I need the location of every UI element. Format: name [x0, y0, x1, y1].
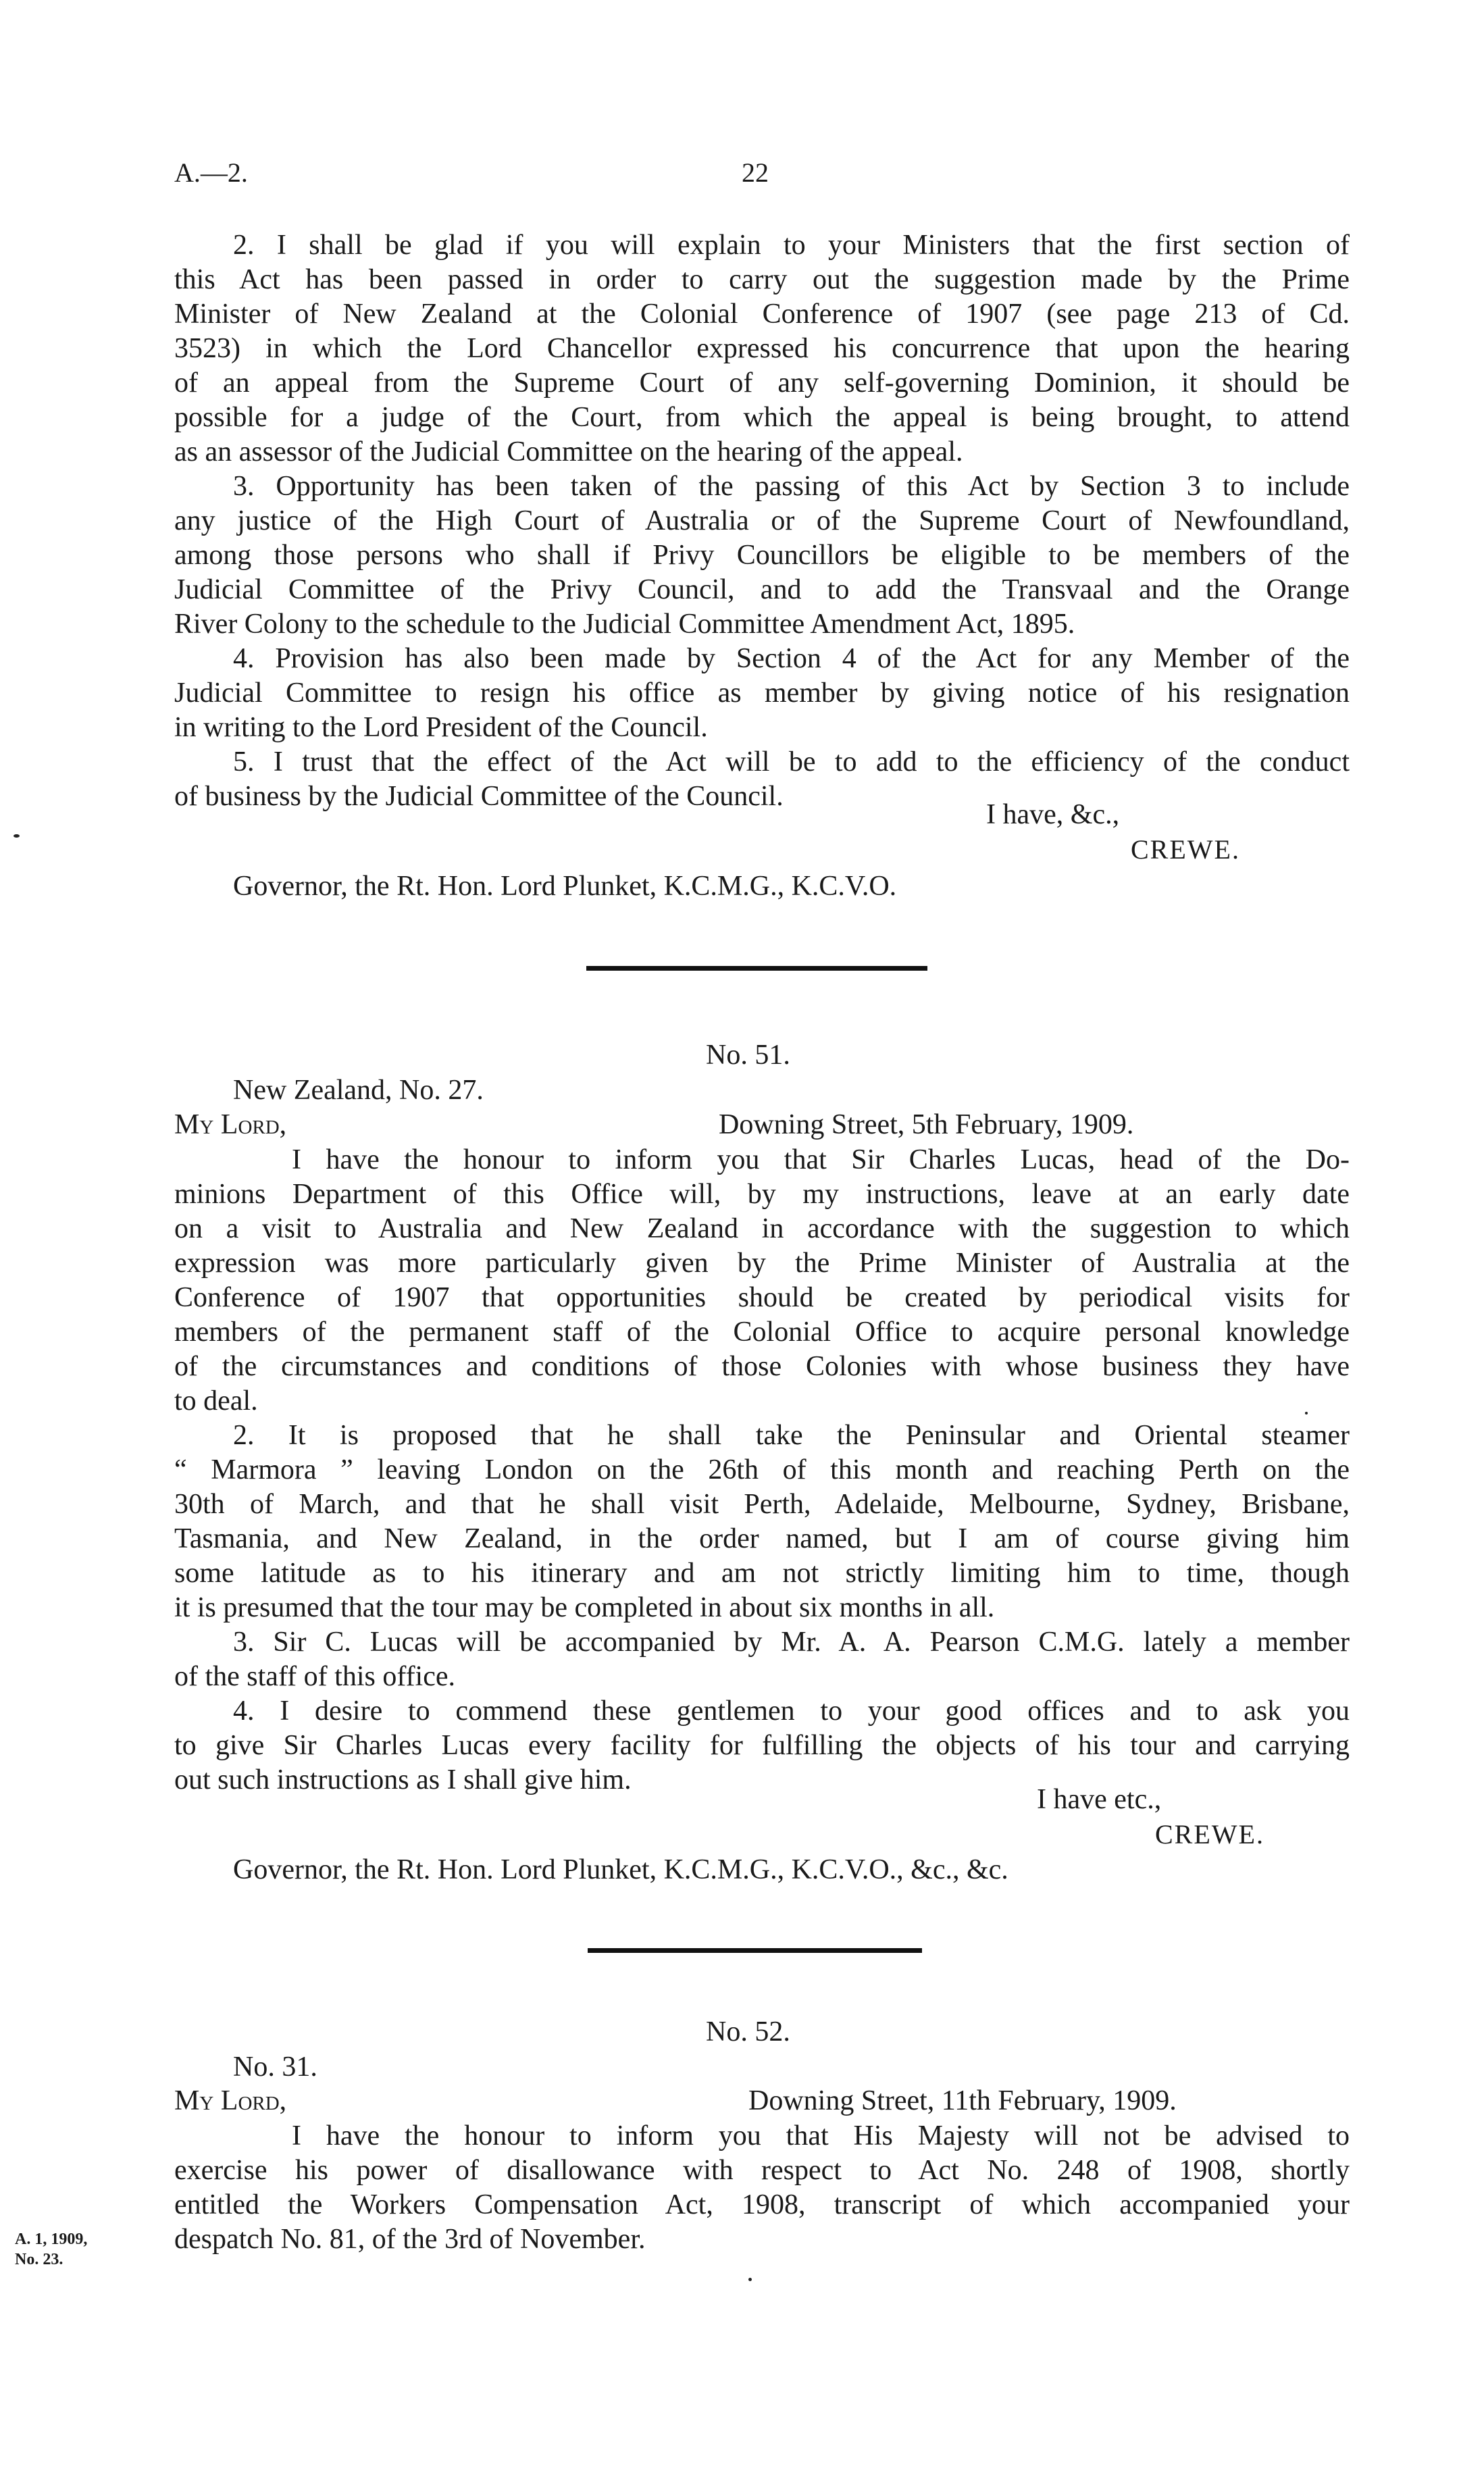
- paragraph-line: of an appeal from the Supreme Court of any self-governing Dominion, it should be: [174, 367, 1350, 399]
- scan-speck: [1305, 1412, 1308, 1414]
- paragraph-line: some latitude as to his itinerary and am not strictly limiting him to time, though: [174, 1558, 1350, 1589]
- paragraph-line: 4. I desire to commend these gentlemen to your good offices and to ask you: [233, 1696, 1350, 1727]
- paragraph-line: possible for a judge of the Court, from which the appeal is being brought, to attend: [174, 402, 1350, 433]
- place-date: Downing Street, 11th February, 1909.: [748, 2085, 1177, 2116]
- paragraph-line: to deal.: [174, 1385, 258, 1417]
- paragraph-line: Judicial Committee to resign his office as member by giving notice of his resignation: [174, 678, 1350, 709]
- margin-note-line: No. 23.: [15, 2251, 63, 2268]
- paragraph-line: 3. Sir C. Lucas will be accompanied by Mr. A. A. Pearson C.M.G. lately a member: [233, 1627, 1350, 1658]
- letter-number: No. 52.: [706, 2016, 790, 2047]
- paragraph-line: 3. Opportunity has been taken of the passing of this Act by Section 3 to include: [233, 471, 1350, 502]
- paragraph-line: Conference of 1907 that opportunities should be created by periodical visits for: [174, 1282, 1350, 1313]
- letter-number: No. 51.: [706, 1040, 790, 1071]
- paragraph-line: 2. It is proposed that he shall take the Peninsular and Oriental steamer: [233, 1420, 1350, 1451]
- paragraph-line: as an assessor of the Judicial Committee on the hearing of the appeal.: [174, 436, 963, 467]
- closing: I have, &c.,: [986, 799, 1120, 830]
- margin-note-line: A. 1, 1909,: [15, 2230, 88, 2248]
- salutation: My Lord,: [174, 1109, 287, 1140]
- paragraph-line: of the staff of this office.: [174, 1661, 456, 1692]
- paragraph-line: despatch No. 81, of the 3rd of November.: [174, 2224, 646, 2255]
- addressee: Governor, the Rt. Hon. Lord Plunket, K.C.M.G., K.C.V.O.: [233, 871, 897, 902]
- paragraph-line: 30th of March, and that he shall visit Perth, Adelaide, Melbourne, Sydney, Brisbane,: [174, 1489, 1350, 1520]
- paragraph-line: in writing to the Lord President of the Council.: [174, 712, 708, 743]
- letter-reference: New Zealand, No. 27.: [233, 1075, 484, 1106]
- paragraph-line: 5. I trust that the effect of the Act will be to add to the efficiency of the conduct: [233, 746, 1350, 777]
- paragraph-line: on a visit to Australia and New Zealand in accordance with the suggestion to which: [174, 1213, 1350, 1244]
- scan-speck: [748, 2278, 752, 2281]
- paragraph-line: I have the honour to inform you that His Majesty will not be advised to: [292, 2120, 1350, 2151]
- paragraph-line: any justice of the High Court of Australia or of the Supreme Court of Newfoundland,: [174, 505, 1350, 536]
- paragraph-line: entitled the Workers Compensation Act, 1908, transcript of which accompanied your: [174, 2189, 1350, 2220]
- document-reference: A.—2.: [174, 157, 248, 188]
- place-date: Downing Street, 5th February, 1909.: [719, 1109, 1134, 1140]
- paragraph-line: members of the permanent staff of the Colonial Office to acquire personal knowledge: [174, 1317, 1350, 1348]
- closing: I have etc.,: [1037, 1784, 1162, 1815]
- signature: CREWE.: [1155, 1819, 1264, 1850]
- salutation: My Lord,: [174, 2085, 287, 2116]
- paragraph-line: Judicial Committee of the Privy Council, and to add the Transvaal and the Orange: [174, 574, 1350, 605]
- scan-speck: [14, 834, 20, 838]
- paragraph-line: expression was more particularly given by the Prime Minister of Australia at the: [174, 1248, 1350, 1279]
- paragraph-line: 4. Provision has also been made by Section 4 of the Act for any Member of the: [233, 643, 1350, 674]
- paragraph-line: this Act has been passed in order to carry out the suggestion made by the Prime: [174, 264, 1350, 295]
- paragraph-line: I have the honour to inform you that Sir Charles Lucas, head of the Do-: [292, 1144, 1350, 1175]
- letter-reference: No. 31.: [233, 2051, 317, 2083]
- paragraph-line: River Colony to the schedule to the Judicial Committee Amendment Act, 1895.: [174, 609, 1075, 640]
- paragraph-line: Tasmania, and New Zealand, in the order named, but I am of course giving him: [174, 1523, 1350, 1554]
- section-divider: [588, 1948, 922, 1953]
- page-number: 22: [742, 157, 769, 188]
- paragraph-line: “ Marmora ” leaving London on the 26th of this month and reaching Perth on the: [174, 1454, 1350, 1485]
- paragraph-line: Minister of New Zealand at the Colonial Conference of 1907 (see page 213 of Cd.: [174, 299, 1350, 330]
- signature: CREWE.: [1131, 834, 1240, 865]
- paragraph-line: out such instructions as I shall give him.: [174, 1764, 632, 1795]
- paragraph-line: to give Sir Charles Lucas every facility for fulfilling the objects of his tour and carrying: [174, 1730, 1350, 1761]
- paragraph-line: it is presumed that the tour may be completed in about six months in all.: [174, 1592, 995, 1623]
- paragraph-line: of the circumstances and conditions of those Colonies with whose business they have: [174, 1351, 1350, 1382]
- paragraph-line: 3523) in which the Lord Chancellor expressed his concurrence that upon the hearing: [174, 333, 1350, 364]
- addressee: Governor, the Rt. Hon. Lord Plunket, K.C.M.G., K.C.V.O., &c., &c.: [233, 1854, 1008, 1885]
- paragraph-line: exercise his power of disallowance with respect to Act No. 248 of 1908, shortly: [174, 2155, 1350, 2186]
- paragraph-line: among those persons who shall if Privy Councillors be eligible to be members of the: [174, 540, 1350, 571]
- section-divider: [586, 966, 927, 971]
- paragraph-line: of business by the Judicial Committee of the Council.: [174, 781, 784, 812]
- paragraph-line: 2. I shall be glad if you will explain to your Ministers that the first section of: [233, 230, 1350, 261]
- paragraph-line: minions Department of this Office will, by my instructions, leave at an early date: [174, 1179, 1350, 1210]
